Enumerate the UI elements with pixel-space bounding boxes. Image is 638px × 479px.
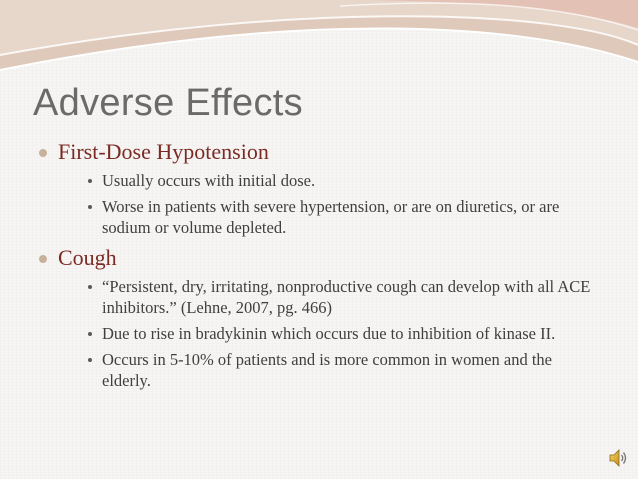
sub-bullet-dot-icon bbox=[88, 285, 92, 289]
bullet-text: Cough bbox=[58, 245, 117, 270]
bullet-section-first-dose-hypotension bbox=[0, 138, 638, 238]
sub-bullet bbox=[0, 170, 592, 191]
sub-bullet-text: Due to rise in bradykinin which occurs due to inhibition of kinase II. bbox=[102, 324, 556, 343]
sub-bullet-list bbox=[0, 276, 638, 391]
bullet-text: First-Dose Hypotension bbox=[58, 139, 269, 164]
sub-bullet-text: “Persistent, dry, irritating, nonproductive cough can develop with all ACE inhibitors.” (Lehne, 2007, pg. 466) bbox=[102, 277, 591, 317]
slide-content bbox=[0, 138, 638, 396]
sub-bullet-text: Worse in patients with severe hypertension, or are on diuretics, or are sodium or volume depleted. bbox=[102, 197, 560, 237]
sub-bullet-dot-icon bbox=[88, 358, 92, 362]
bullet-level-1 bbox=[0, 244, 638, 272]
bullet-dot-icon bbox=[39, 149, 47, 157]
bullet-dot-icon bbox=[39, 255, 47, 263]
bullet-section-cough bbox=[0, 244, 638, 391]
slide-title: Adverse Effects bbox=[33, 82, 303, 124]
sub-bullet-list bbox=[0, 170, 638, 238]
sub-bullet bbox=[0, 276, 592, 318]
sub-bullet bbox=[0, 323, 592, 344]
sub-bullet-dot-icon bbox=[88, 205, 92, 209]
sub-bullet-dot-icon bbox=[88, 332, 92, 336]
bullet-level-1 bbox=[0, 138, 638, 166]
sub-bullet bbox=[0, 196, 592, 238]
sub-bullet-text: Usually occurs with initial dose. bbox=[102, 171, 316, 190]
sub-bullet-dot-icon bbox=[88, 179, 92, 183]
speaker-icon[interactable] bbox=[608, 447, 630, 469]
sub-bullet-text: Occurs in 5-10% of patients and is more common in women and the elderly. bbox=[102, 350, 552, 390]
sub-bullet bbox=[0, 349, 592, 391]
decorative-header-wave bbox=[0, 0, 638, 80]
